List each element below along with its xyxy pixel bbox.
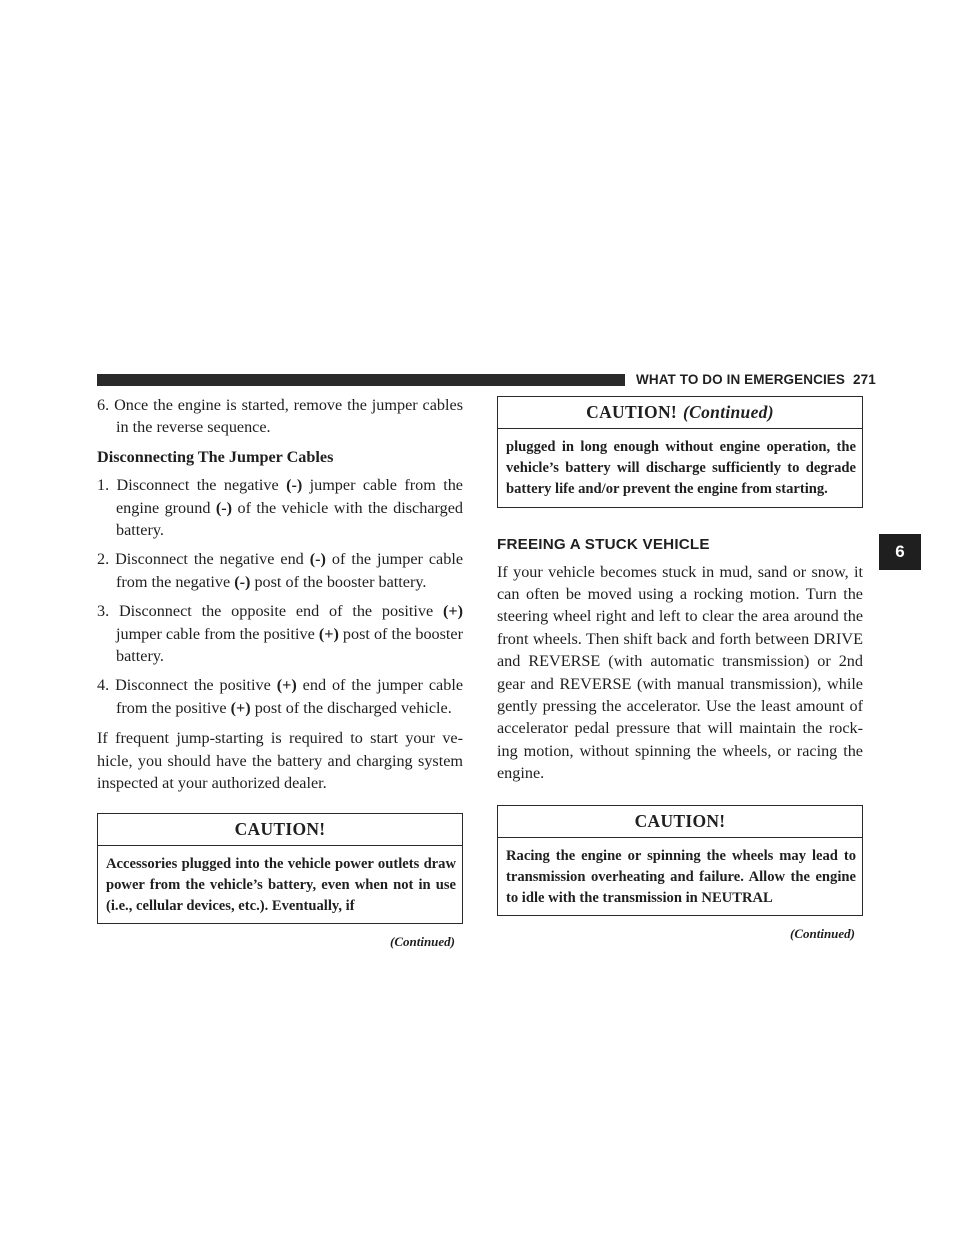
left-column [97, 394, 463, 950]
right-column [497, 394, 863, 942]
jump-start-note: If frequent jump-starting is required to start your ve-hicle, you should have the battery and charging system inspected at your authorized dealer. [97, 729, 463, 793]
step-4: 4. Disconnect the positive (+) end of the jumper cable from the positive (+) post of the discharged vehicle. [97, 676, 463, 717]
subheading-disconnecting: Disconnecting The Jumper Cables [97, 447, 334, 466]
step-2: 2. Disconnect the negative end (-) of the jumper cable from the negative (-) post of the booster battery. [97, 550, 464, 591]
header-rule [97, 374, 625, 386]
caution-racing-box [497, 805, 863, 917]
header-title: WHAT TO DO IN EMERGENCIES [636, 372, 846, 387]
caution-continued-text: plugged in long enough without engine operation, the vehicle’s battery will discharge sufficiently to degrade battery life and/or prevent the engine from starting. [506, 439, 856, 498]
stuck-vehicle-paragraph: If your vehicle becomes stuck in mud, sand or snow, it can often be moved using a rocking motion. Turn the steering wheel right and left to clear the area around the front wheels. Then shift back and forth between DRIVE and REVERSE (with automatic transmission) or 2nd gear and REVERSE (with manual transmission), while gently pressing the accelerator. Use the least amount of accelerator pedal pressure that will maintain the rock-ing motion, without spinning the wheels, or racing the engine. [497, 562, 863, 783]
caution-continued-box [497, 396, 863, 508]
caution-racing-text: Racing the engine or spinning the wheels may lead to transmission overheating and failure. Allow the engine to idle with the transmission in NEUTRAL [506, 847, 856, 907]
caution-continued-title: CAUTION! (Continued) [498, 397, 862, 429]
continued-label-right: (Continued) [789, 926, 855, 942]
step-6: 6. Once the engine is started, remove the jumper cables in the reverse sequence. [97, 396, 464, 437]
page-header [636, 370, 876, 390]
step-1: 1. Disconnect the negative (-) jumper cable from the engine ground (-) of the vehicle with the discharged battery. [97, 476, 463, 540]
continued-label: (Continued) [389, 934, 455, 950]
caution-racing-title: CAUTION! [498, 806, 862, 838]
caution-text: Accessories plugged into the vehicle power outlets draw power from the vehicle’s battery, even when not in use (i.e., cellular devices, etc.). Eventually, if [106, 855, 456, 914]
chapter-tab: 6 [879, 534, 921, 570]
caution-title: CAUTION! [98, 814, 462, 846]
page-number: 271 [853, 372, 876, 387]
step-3: 3. Disconnect the opposite end of the positive (+) jumper cable from the positive (+) post of the booster battery. [97, 602, 463, 666]
section-title: FREEING A STUCK VEHICLE [497, 535, 710, 553]
caution-box [97, 813, 463, 925]
